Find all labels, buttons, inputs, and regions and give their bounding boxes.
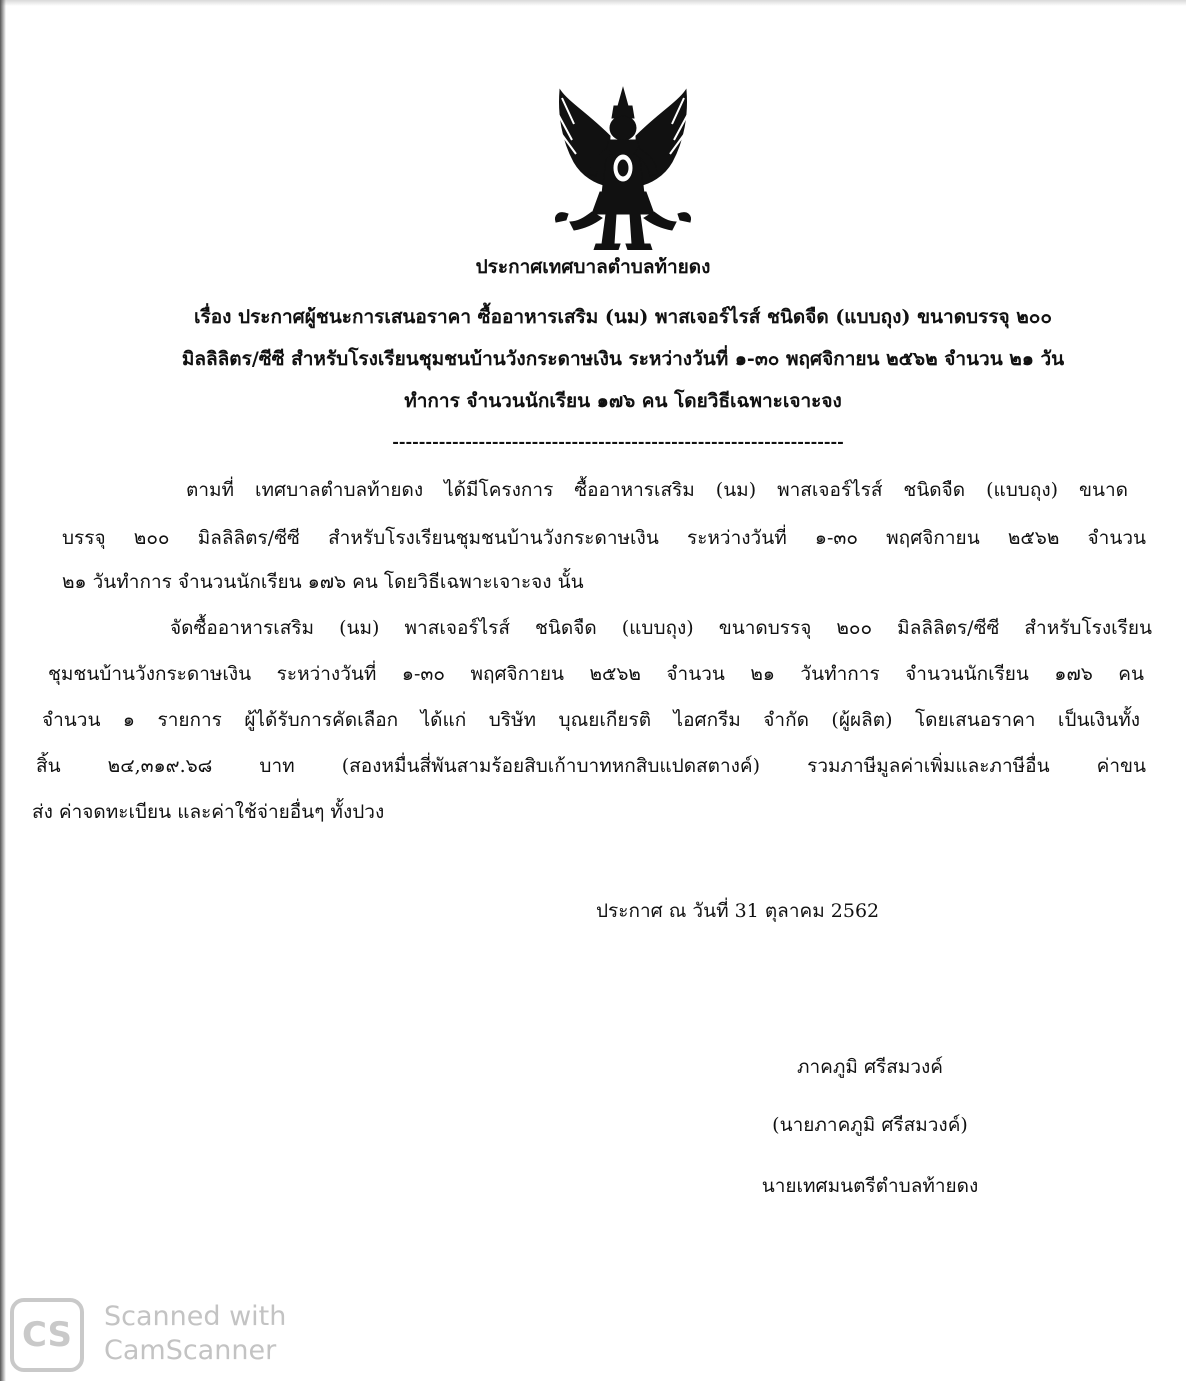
scan-edge-left: [0, 0, 6, 1381]
signature: ภาคภูมิ ศรีสมวงค์: [796, 1056, 944, 1078]
signer-position: นายเทศมนตรีตำบลท้ายดง: [761, 1175, 979, 1197]
camscanner-watermark: [104, 1300, 286, 1368]
watermark-line-2: CamScanner: [104, 1335, 277, 1366]
subject-line-2: มิลลิลิตร/ซีซี สำหรับโรงเรียนชุมชนบ้านวังกระดาษเงิน ระหว่างวันที่ ๑-๓๐ พฤศจิกายน ๒๕๖๒ จำนวน ๒๑ วัน: [181, 348, 1065, 370]
page-title: ประกาศเทศบาลตำบลท้ายดง: [475, 256, 711, 278]
announce-date: ประกาศ ณ วันที่ 31 ตุลาคม 2562: [596, 900, 880, 922]
paragraph-2-line-4: สิ้น ๒๔,๓๑๙.๖๘ บาท (สองหมื่นสี่พันสามร้อยสิบเก้าบาทหกสิบแปดสตางค์) รวมภาษีมูลค่าเพิ่มและภาษีอื่น ค่าขน: [36, 755, 1146, 777]
subject-line-3: ทำการ จำนวนนักเรียน ๑๗๖ คน โดยวิธีเฉพาะเจาะจง: [404, 390, 842, 412]
paragraph-2-line-2: ชุมชนบ้านวังกระดาษเงิน ระหว่างวันที่ ๑-๓๐ พฤศจิกายน ๒๕๖๒ จำนวน ๒๑ วันทำการ จำนวนนักเรียน ๑๗๖ คน: [48, 663, 1144, 685]
paragraph-2-line-3: จำนวน ๑ รายการ ผู้ได้รับการคัดเลือก ได้แก่ บริษัท บุณยเกียรติ ไอศกรีม จำกัด (ผู้ผลิต) โดยเสนอราคา เป็นเงินทั้ง: [42, 709, 1140, 731]
paragraph-2-line-5: ส่ง ค่าจดทะเบียน และค่าใช้จ่ายอื่นๆ ทั้งปวง: [32, 801, 385, 823]
paragraph-1-line-3: ๒๑ วันทำการ จำนวนนักเรียน ๑๗๖ คน โดยวิธีเฉพาะเจาะจง นั้น: [62, 571, 584, 593]
paragraph-1-line-2: บรรจุ ๒๐๐ มิลลิลิตร/ซีซี สำหรับโรงเรียนชุมชนบ้านวังกระดาษเงิน ระหว่างวันที่ ๑-๓๐ พฤศจิกายน ๒๕๖๒ จำนวน: [62, 527, 1146, 549]
watermark-line-1: Scanned with: [104, 1301, 287, 1332]
paragraph-1-line-1: ตามที่ เทศบาลตำบลท้ายดง ได้มีโครงการ ซื้ออาหารเสริม (นม) พาสเจอร์ไรส์ ชนิดจืด (แบบถุง) ขนาด: [186, 479, 1128, 501]
separator-line: --------------------------------------------------------------------: [392, 432, 844, 451]
scan-edge-top: [0, 0, 1186, 6]
garuda-emblem-icon: [548, 84, 698, 250]
subject-line-1: เรื่อง ประกาศผู้ชนะการเสนอราคา ซื้ออาหารเสริม (นม) พาสเจอร์ไรส์ ชนิดจืด (แบบถุง) ขนาดบรรจุ ๒๐๐: [194, 306, 1052, 328]
camscanner-logo: CS: [10, 1298, 84, 1372]
paragraph-2-line-1: จัดซื้ออาหารเสริม (นม) พาสเจอร์ไรส์ ชนิดจืด (แบบถุง) ขนาดบรรจุ ๒๐๐ มิลลิลิตร/ซีซี สำหรับโรงเรียน: [170, 617, 1152, 639]
signer-name: (นายภาคภูมิ ศรีสมวงค์): [772, 1114, 968, 1136]
